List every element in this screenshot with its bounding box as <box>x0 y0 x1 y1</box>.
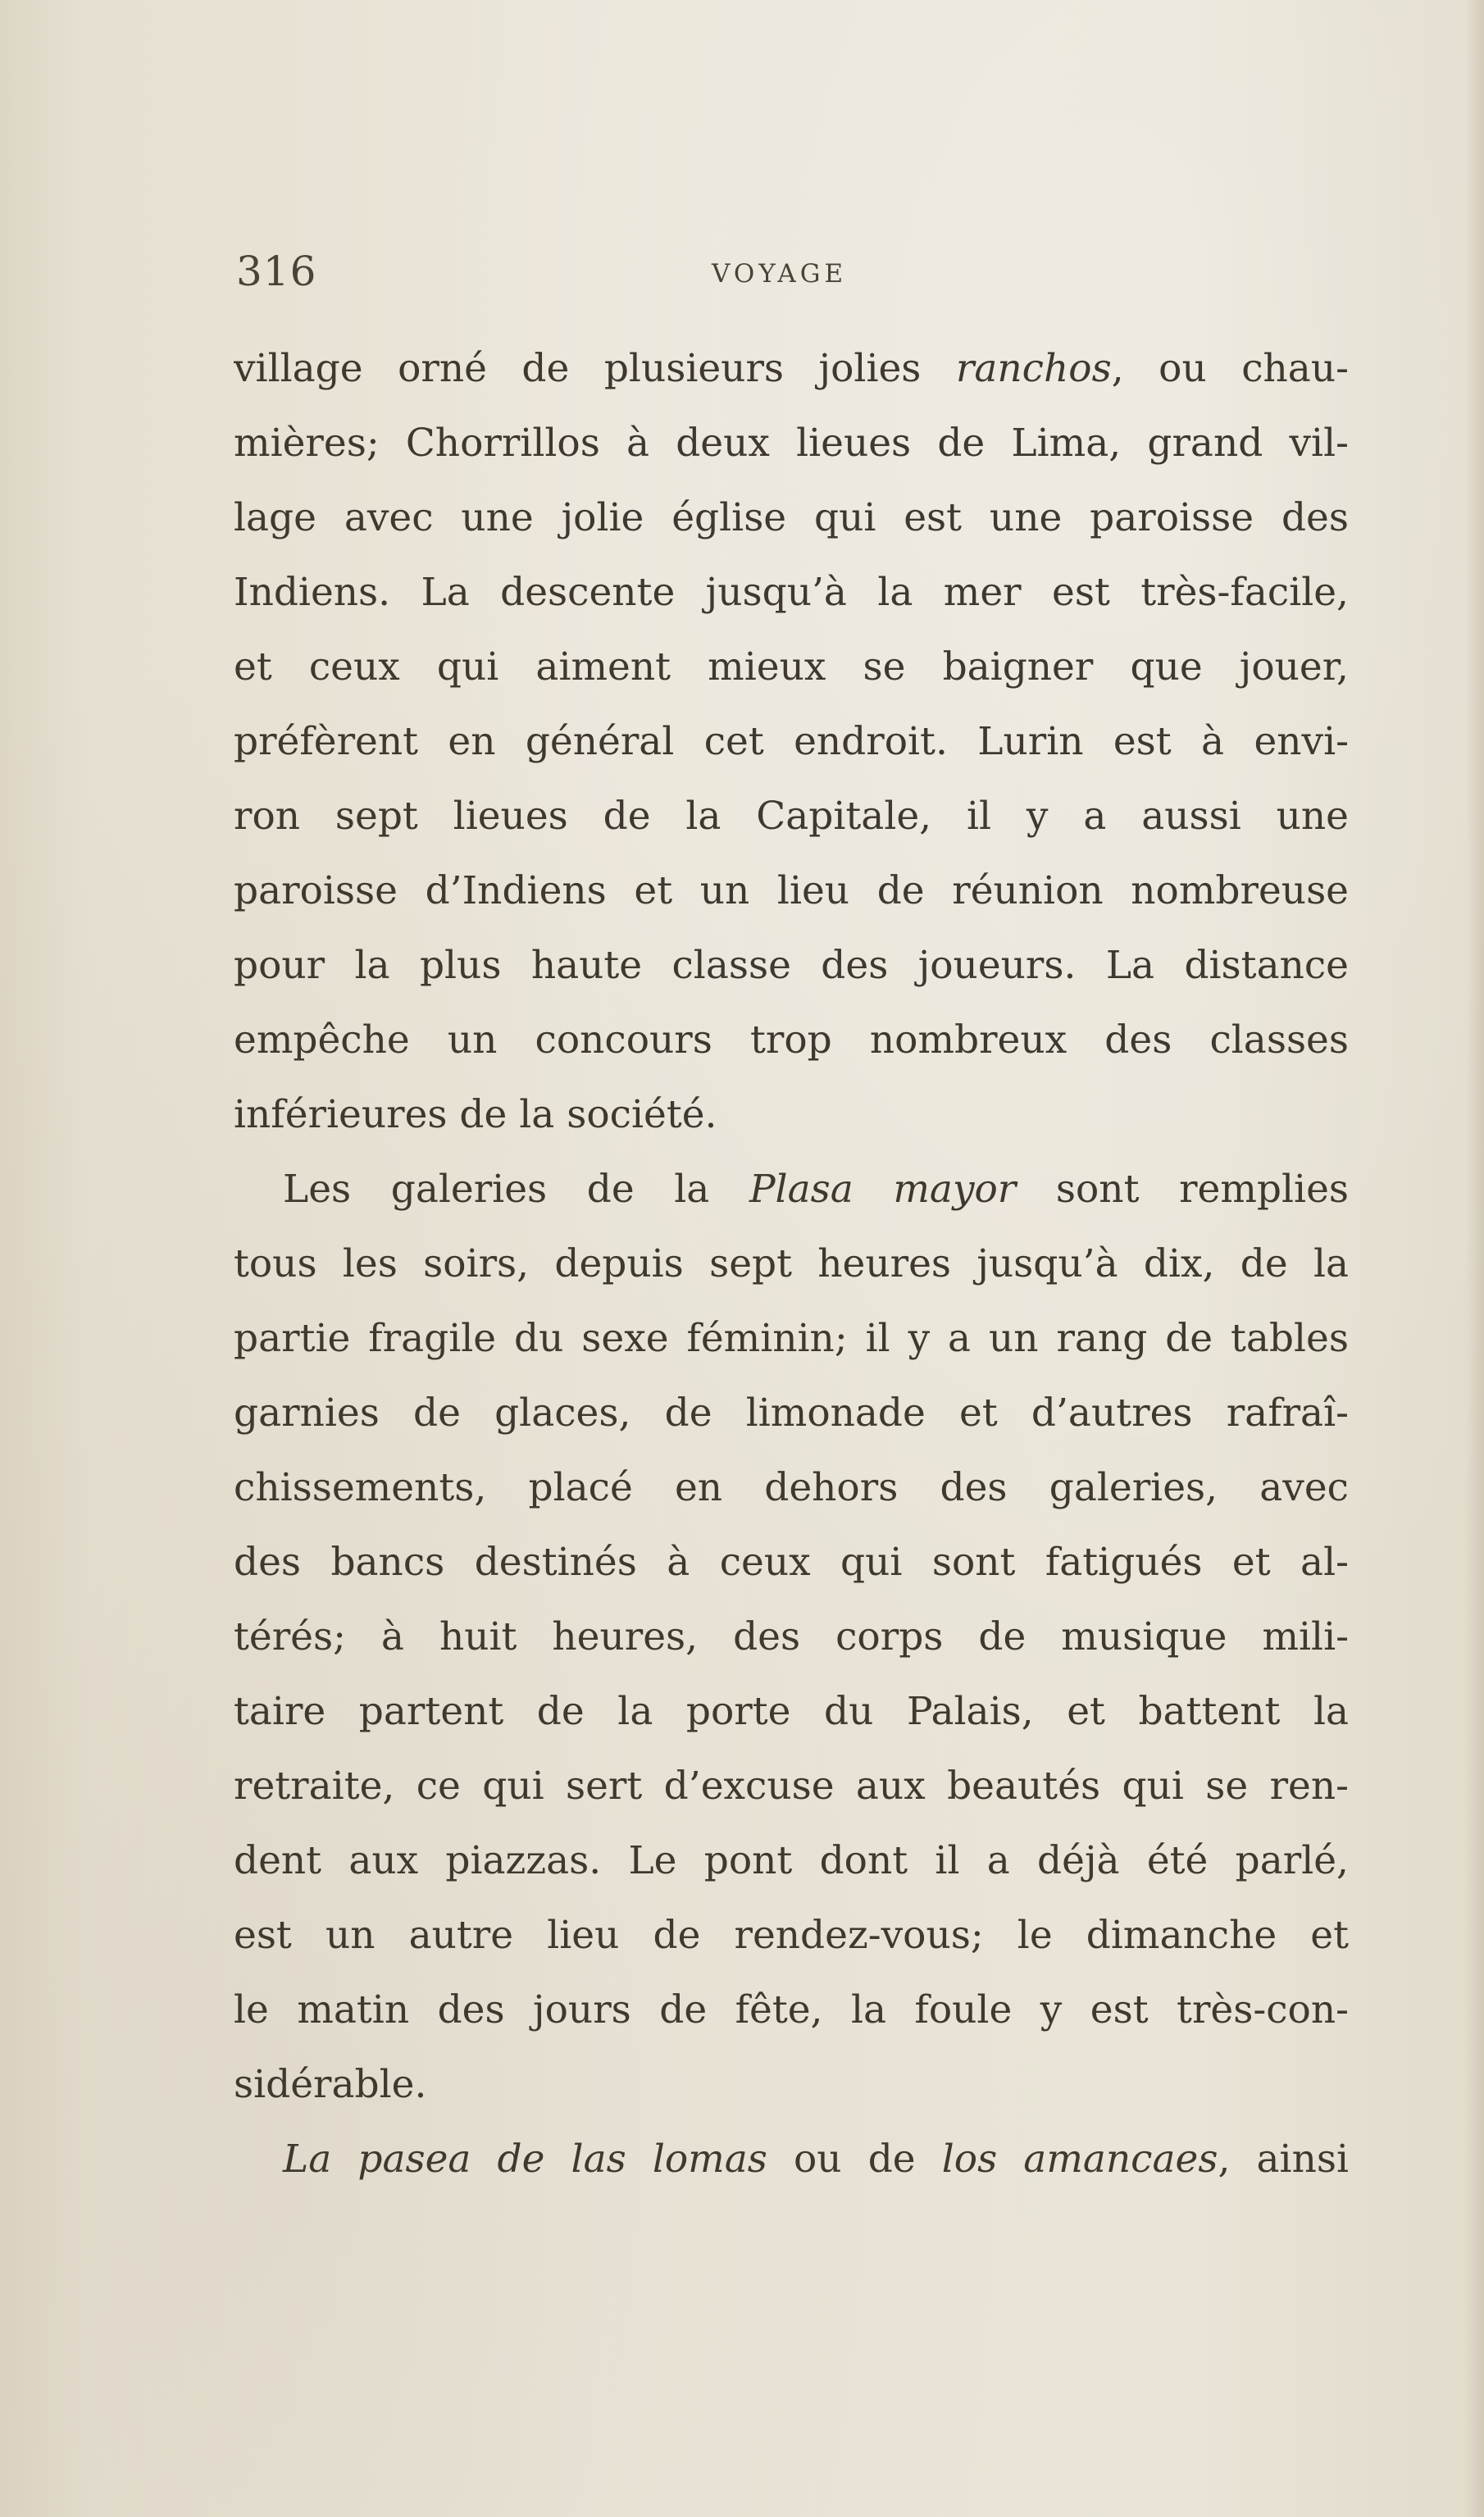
text-line <box>234 1301 1349 1376</box>
text-line <box>234 1450 1349 1525</box>
text-line <box>234 2122 1349 2196</box>
text-line <box>234 1227 1349 1301</box>
text-line <box>234 1003 1349 1077</box>
text-line <box>234 1674 1349 1749</box>
text-line <box>234 630 1349 704</box>
text-segment: sidérable. <box>234 2062 427 2107</box>
text-segment: et ceux qui aiment mieux se baigner que jouer, <box>234 644 1349 690</box>
text-line <box>234 1823 1349 1898</box>
text-line <box>234 1973 1349 2047</box>
italic-term: Plasa mayor <box>749 1167 1017 1212</box>
text-segment: dent aux piazzas. Le pont dont il a déjà été parlé, <box>234 1838 1349 1883</box>
text-segment: des bancs destinés à ceux qui sont fatigués et al- <box>234 1540 1349 1585</box>
text-line <box>234 480 1349 555</box>
text-segment: empêche un concours trop nombreux des classes <box>234 1017 1349 1063</box>
text-segment: ron sept lieues de la Capitale, il y a aussi une <box>234 794 1349 839</box>
text-segment: village orné de plusieurs jolies <box>234 346 956 391</box>
text-segment: sont remplies <box>1016 1167 1349 1212</box>
text-line <box>234 1525 1349 1600</box>
text-line <box>234 2047 1349 2122</box>
text-segment: chissements, placé en dehors des galeries, avec <box>234 1465 1349 1510</box>
page-number: 316 <box>236 248 317 295</box>
body-text <box>234 331 1349 2196</box>
text-line <box>234 1898 1349 1973</box>
text-line <box>234 406 1349 480</box>
text-segment: pour la plus haute classe des joueurs. La distance <box>234 943 1349 988</box>
running-head: VOYAGE <box>712 259 848 289</box>
italic-term: los amancaes <box>941 2137 1218 2182</box>
italic-term: La pasea de las lomas <box>283 2137 767 2182</box>
text-line <box>234 1152 1349 1227</box>
page-header <box>236 248 1351 297</box>
text-segment: paroisse d’Indiens et un lieu de réunion nombreuse <box>234 868 1349 913</box>
text-segment: retraite, ce qui sert d’excuse aux beautés qui se ren- <box>234 1764 1349 1809</box>
text-line <box>234 779 1349 853</box>
text-segment: préfèrent en général cet endroit. Lurin est à envi- <box>234 719 1349 764</box>
text-line <box>234 853 1349 928</box>
text-segment: lage avec une jolie église qui est une paroisse des <box>234 495 1349 540</box>
text-segment: inférieures de la société. <box>234 1092 717 1137</box>
text-segment: , ainsi <box>1218 2137 1349 2182</box>
text-line <box>234 1600 1349 1674</box>
text-segment: mières; Chorrillos à deux lieues de Lima, grand vil- <box>234 421 1349 466</box>
text-segment: le matin des jours de fête, la foule y est très-con- <box>234 1987 1349 2032</box>
text-segment: tous les soirs, depuis sept heures jusqu’à dix, de la <box>234 1241 1349 1286</box>
italic-term: ranchos <box>955 346 1112 391</box>
text-line <box>234 1077 1349 1152</box>
text-line <box>234 331 1349 406</box>
text-segment: est un autre lieu de rendez-vous; le dimanche et <box>234 1913 1349 1958</box>
text-line <box>234 1749 1349 1823</box>
text-segment: partie fragile du sexe féminin; il y a un rang de tables <box>234 1316 1349 1361</box>
page-edge-shadow <box>1466 0 1484 2517</box>
text-segment: térés; à huit heures, des corps de musique mili- <box>234 1614 1349 1659</box>
text-line <box>234 1376 1349 1450</box>
text-line <box>234 555 1349 630</box>
text-segment: ou de <box>767 2137 942 2182</box>
text-segment: Indiens. La descente jusqu’à la mer est très-facile, <box>234 570 1349 615</box>
text-segment: Les galeries de la <box>283 1167 749 1212</box>
text-segment: , ou chau- <box>1111 346 1349 391</box>
text-segment: taire partent de la porte du Palais, et battent la <box>234 1689 1349 1734</box>
text-segment: garnies de glaces, de limonade et d’autres rafraî- <box>234 1390 1349 1436</box>
text-line <box>234 928 1349 1003</box>
text-line <box>234 704 1349 779</box>
